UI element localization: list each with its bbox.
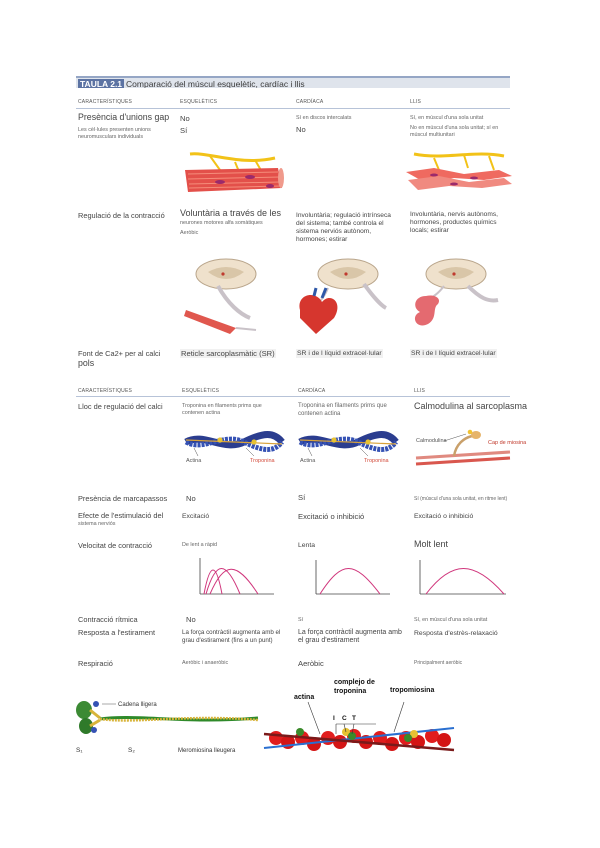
- row-label-regulation: Regulació de la contracció: [78, 211, 165, 220]
- header-2-skeletal: ESQUELÈTICS: [182, 388, 220, 394]
- header-2-cardiac: CARDÍACA: [298, 388, 326, 394]
- row-label-nerve-effect-2: sistema nerviós: [78, 521, 116, 527]
- smooth-muscle-illustration: [404, 148, 514, 200]
- troponin-complex-label: complejo de: [334, 679, 375, 686]
- header-characteristics: CARACTERÍSTIQUES: [78, 99, 133, 105]
- lmm-label: Meromiosina lleugera: [178, 748, 236, 754]
- troponin-c-label: C: [342, 715, 347, 722]
- skeletal-rhythm: No: [186, 615, 196, 624]
- myosin-molecule-diagram: [76, 694, 260, 762]
- cardiac-ca-site: Troponina en filaments prims que contenen actina: [298, 403, 387, 417]
- cardiac-nerve-effect: Excitació o inhibició: [298, 512, 365, 521]
- header-smooth: LLIS: [410, 99, 422, 105]
- smooth-respiration: Principalment aeròbic: [414, 660, 463, 666]
- cardiac-ca-source: SR i de l líquid extracel·lular: [297, 350, 382, 357]
- smooth-ca-source: SR i de l líquid extracel·lular: [411, 350, 496, 357]
- smooth-ca-site: Calmodulina al sarcoplasma: [414, 401, 528, 411]
- skeletal-regulation-value: Voluntària a través de les: [180, 208, 282, 218]
- cardiac-respiration: Aeròbic: [298, 659, 324, 668]
- skeletal-regulation-sub: neurones motores alfa somàtiques: [180, 220, 263, 226]
- skeletal-ca-site: Troponina en filaments prims que contenen actina: [182, 403, 262, 416]
- row-label-stretch: Resposta a l'estirament: [78, 628, 155, 637]
- row-label-nerve-effect: Efecte de l'estimulació del: [78, 511, 164, 520]
- cardiac-stretch: La força contràctil augmenta amb el grau d'estirament: [298, 629, 402, 644]
- s2-label: S₂: [128, 747, 135, 754]
- smooth-speed: Molt lent: [414, 539, 449, 549]
- table-title: [76, 76, 510, 88]
- calmodulin-label: Calmodulina: [416, 438, 447, 444]
- smooth-gap-value-2: No en múscul d'una sola unitat; sí en múscul multiunitari: [410, 125, 499, 138]
- cardiac-regulation-value: Involuntària; regulació intrínseca del sistema; també controla el sistema nerviós autònom, hormones; estirar: [296, 212, 391, 243]
- smooth-pacemaker: Sí (múscul d'una sola unitat, en ritme lent): [414, 496, 508, 502]
- row-label-ca-site: Lloc de regulació del calci: [78, 402, 163, 411]
- smooth-regulation-value: Involuntària, nervis autònoms, hormones, productes químics locals; estirar: [410, 211, 498, 234]
- skeletal-neural-control-illustration: [178, 258, 274, 336]
- skeletal-twitch-curves: [196, 556, 276, 598]
- cardiac-actin-label: Actina: [300, 458, 316, 464]
- cardiac-gap-value: Sí en discos intercalats: [296, 115, 352, 121]
- cardiac-rhythm: Sí: [298, 617, 304, 623]
- header-divider: [76, 108, 510, 109]
- skeletal-respiration: Aeròbic i anaeròbic: [182, 660, 229, 666]
- troponin-i-label: I: [333, 715, 335, 722]
- skeletal-speed: De lent a ràpid: [182, 542, 218, 548]
- skeletal-gap-value: No: [180, 114, 190, 123]
- skeletal-stretch: La força contràctil augmenta amb el grau d'estirament (fins a un punt): [182, 629, 281, 644]
- troponin-t-label: T: [352, 715, 356, 722]
- cardiac-pacemaker: Sí: [298, 493, 306, 502]
- actin-label: actina: [294, 694, 315, 701]
- row-label-ca-source-2: pols: [78, 358, 95, 368]
- skeletal-pacemaker: No: [186, 494, 196, 503]
- smooth-calmodulin-illustration: [414, 426, 527, 470]
- cardiac-thin-filament-illustration: [298, 428, 398, 468]
- table-number: TAULA 2.1: [80, 79, 123, 88]
- cardiac-gap-value-2: No: [296, 125, 306, 134]
- cardiac-neural-control-illustration: [294, 258, 390, 336]
- skeletal-muscle-fiber-illustration: [180, 148, 290, 200]
- header-cardiac: CARDÍACA: [296, 99, 324, 105]
- smooth-twitch-curve: [418, 556, 508, 598]
- skeletal-actin-label: Actina: [186, 458, 202, 464]
- smooth-neural-control-illustration: [408, 258, 504, 336]
- s1-label: S₁: [76, 747, 83, 754]
- smooth-gap-value: Sí, en múscul d'una sola unitat: [410, 115, 484, 121]
- table-title-text: Comparació del múscul esquelètic, cardíac i llis: [126, 79, 305, 88]
- row-label-gap: Presència d'unions gap: [78, 112, 170, 122]
- smooth-rhythm: Sí, en múscul d'una sola unitat: [414, 617, 488, 623]
- skeletal-troponin-label: Troponina: [250, 458, 275, 464]
- cardiac-twitch-curve: [314, 556, 394, 598]
- row-label-pacemaker: Presència de marcapassos: [78, 494, 168, 503]
- skeletal-thin-filament-illustration: [184, 428, 284, 468]
- skeletal-ca-source: Reticle sarcoplasmàtic (SR): [181, 349, 275, 358]
- row-label-respiration: Respiració: [78, 659, 113, 668]
- troponin-complex-label-2: troponina: [334, 688, 367, 695]
- header-2-characteristics: CARACTERÍSTIQUES: [78, 388, 133, 394]
- header-2-smooth: LLIS: [414, 388, 426, 394]
- row-label-speed: Velocitat de contracció: [78, 541, 152, 550]
- myosin-head-label: Cap de miosina: [488, 440, 527, 446]
- light-chain-label: Cadena lligera: [118, 702, 157, 708]
- skeletal-gap-value-2: Sí: [180, 126, 188, 135]
- smooth-stretch: Resposta d'estrès-relaxació: [414, 630, 498, 637]
- skeletal-nerve-effect: Excitació: [182, 513, 210, 520]
- header-skeletal: ESQUELÈTICS: [180, 99, 218, 105]
- row-label-rhythm: Contracció rítmica: [78, 615, 138, 624]
- thin-filament-troponin-diagram: [264, 679, 454, 762]
- smooth-nerve-effect: Excitació o inhibició: [414, 513, 474, 520]
- row-label-ca-source: Font de Ca2+ per al calci: [78, 349, 161, 358]
- header-2-divider: [76, 396, 510, 397]
- cardiac-troponin-label: Troponina: [364, 458, 389, 464]
- cardiac-speed: Lenta: [298, 542, 316, 549]
- row-sublabel-gap: Les cèl·lules presenten unions neuromusculars individuals: [78, 127, 151, 140]
- skeletal-regulation-sub-2: Aeròbic: [180, 230, 199, 236]
- tropomyosin-label: tropomiosina: [390, 687, 435, 694]
